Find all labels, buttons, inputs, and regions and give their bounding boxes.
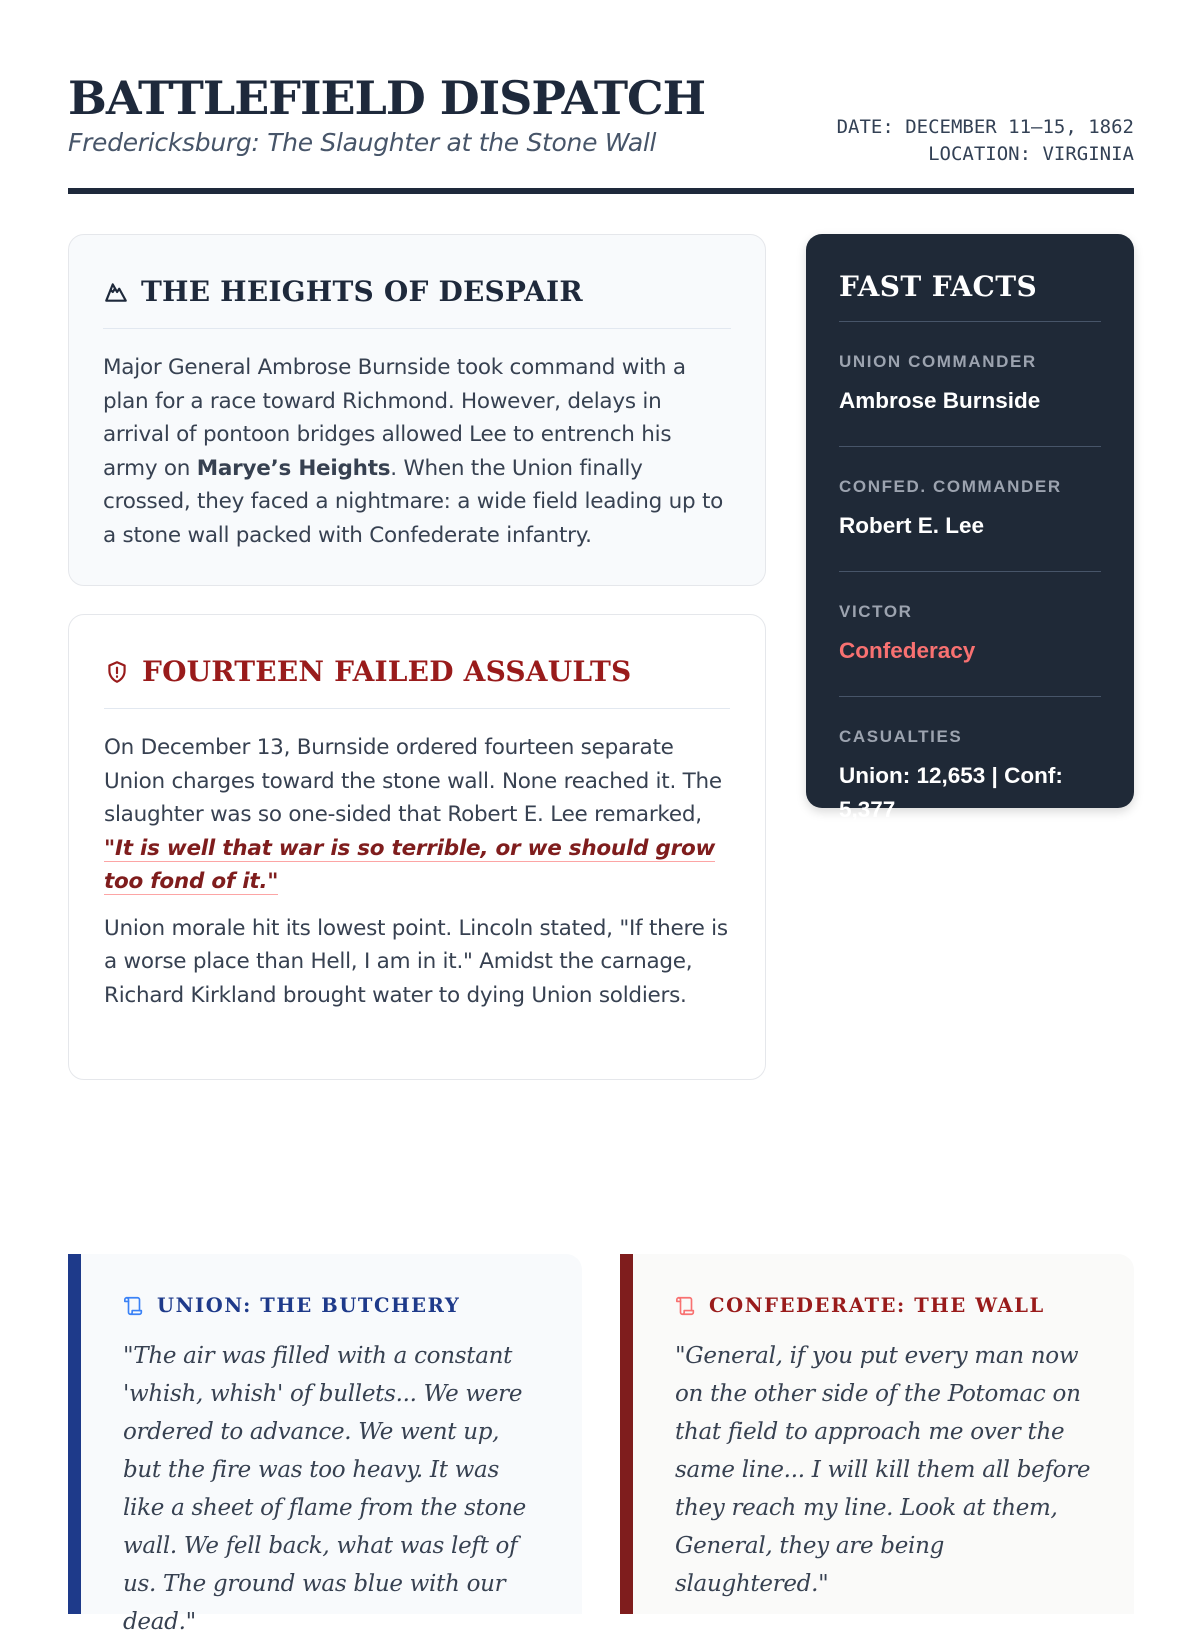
union-account-title: UNION: THE BUTCHERY: [157, 1294, 461, 1317]
heights-heading: [103, 275, 731, 308]
confederate-account-quote: "General, if you put every man now on the other side of the Potomac on that field to approach me over the same line... I will kill them all before they reach my line. Look at them, General, they are being slaughtered.": [675, 1343, 1091, 1597]
fact-value: Union: 12,653 | Conf: 5,377: [839, 763, 1063, 822]
fact-casualties: [839, 697, 1101, 855]
fact-value: Confederacy: [839, 638, 976, 663]
mountain-icon: [103, 279, 129, 305]
fact-victor: [839, 572, 1101, 697]
maryes-heights-emphasis: Marye’s Heights: [196, 455, 391, 481]
fact-union-commander: [839, 322, 1101, 447]
confederate-account-heading: [675, 1294, 1096, 1317]
assaults-para-1-text: On December 13, Burnside ordered fourteen separate Union charges toward the stone wall. None reached it. The slaughter was so one-sided that Robert E. Lee remarked,: [104, 735, 722, 827]
fact-label: CONFED. COMMANDER: [839, 477, 1062, 496]
heights-title: THE HEIGHTS OF DESPAIR: [141, 275, 583, 308]
divider: [103, 328, 731, 329]
page-title: BATTLEFIELD DISPATCH: [68, 71, 706, 125]
confederate-account-title: CONFEDERATE: THE WALL: [709, 1294, 1045, 1317]
fact-confed-commander: [839, 447, 1101, 572]
heights-body-text: Major General Ambrose Burnside took command with a plan for a race toward Richmond. However, delays in arrival of pontoon bridges allowed Lee to entrench his army on: [103, 355, 686, 481]
heights-card: [68, 234, 766, 586]
fact-label: CASUALTIES: [839, 727, 963, 746]
assaults-card: [68, 614, 766, 1080]
dispatch-meta: [837, 114, 1134, 168]
assaults-heading: [104, 655, 730, 688]
fast-facts-title: FAST FACTS: [839, 270, 1101, 322]
page-subtitle: Fredericksburg: The Slaughter at the Stone Wall: [68, 128, 657, 157]
fact-label: UNION COMMANDER: [839, 352, 1037, 371]
dispatch-date: DATE: DECEMBER 11–15, 1862: [836, 116, 1134, 138]
union-account-heading: [123, 1294, 544, 1317]
divider: [104, 708, 730, 709]
union-account-quote: "The air was filled with a constant 'whish, whish' of bullets... We were ordered to advance. We went up, but the fire was too heavy. It was like a sheet of flame from the stone wall. We fell back, what was left of us. The ground was blue with our dead.": [123, 1343, 526, 1635]
shield-alert-icon: [104, 659, 130, 685]
lee-quote: "It is well that war is so terrible, or we should grow too fond of it.": [104, 835, 716, 894]
dispatch-location: LOCATION: VIRGINIA: [928, 143, 1134, 165]
heights-body: [103, 351, 731, 552]
confederate-account: [620, 1254, 1134, 1614]
scroll-icon: [123, 1295, 145, 1317]
page-header: [68, 70, 1134, 194]
fast-facts-panel: [806, 234, 1134, 822]
fact-value: Robert E. Lee: [839, 513, 985, 538]
fact-value: Ambrose Burnside: [839, 388, 1041, 413]
heights-body-text-end: . When the Union finally crossed, they faced a nightmare: a wide field leading up to a stone wall packed with Confederate infantry.: [103, 455, 724, 548]
assaults-para-2: Union morale hit its lowest point. Lincoln stated, "If there is a worse place than Hell, I am in it." Amidst the carnage, Richard Kirkland brought water to dying Union soldiers.: [104, 915, 728, 1008]
union-account: [68, 1254, 582, 1635]
assaults-para-1: [104, 731, 730, 899]
fact-label: VICTOR: [839, 602, 913, 621]
scroll-icon: [675, 1295, 697, 1317]
assaults-title: FOURTEEN FAILED ASSAULTS: [142, 655, 632, 688]
